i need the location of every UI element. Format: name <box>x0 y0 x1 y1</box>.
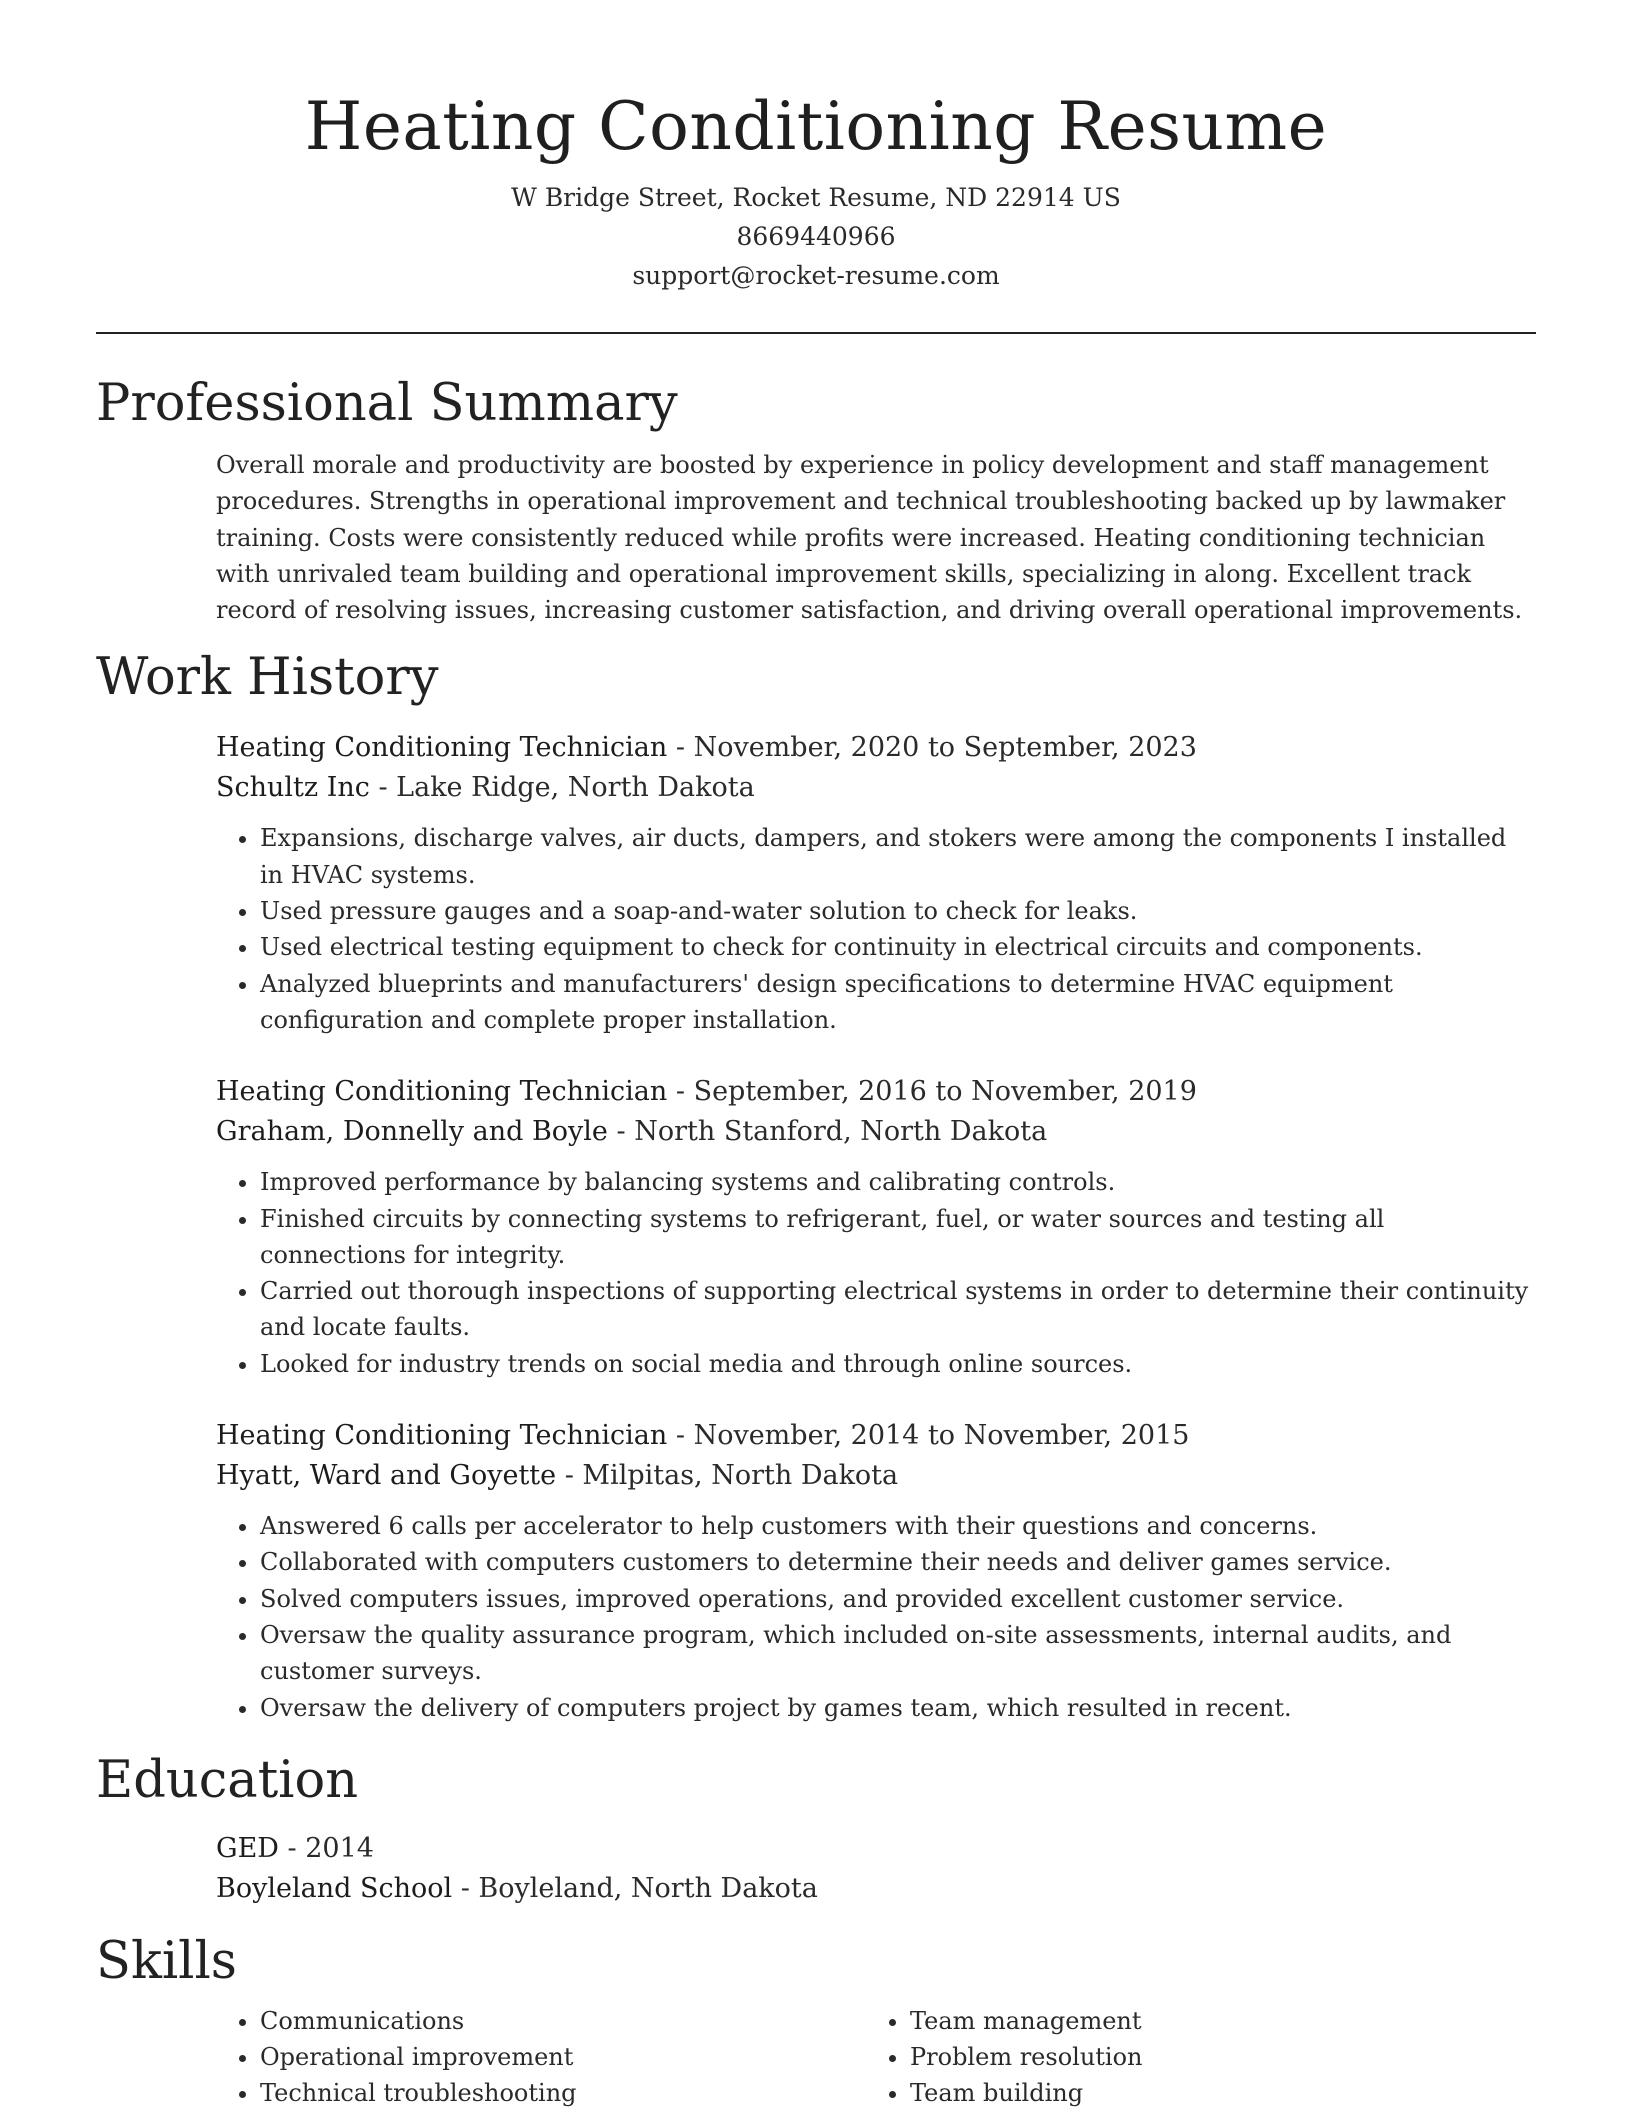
job-bullet: • Improved performance by balancing systems and calibrating controls. <box>260 1164 1536 1200</box>
job-entry <box>216 1072 1536 1382</box>
contact-block <box>96 178 1536 295</box>
contact-email: support@rocket-resume.com <box>632 261 1000 290</box>
skills-list-right <box>866 2003 1516 2112</box>
job-company: Graham, Donnelly and Boyle <box>216 1116 608 1148</box>
contact-phone: 8669440966 <box>736 222 896 251</box>
header-divider <box>96 332 1536 334</box>
education-section <box>96 1750 1536 1909</box>
job-bullet: • Collaborated with computers customers to determine their needs and deliver games service. <box>260 1544 1536 1580</box>
job-company-line <box>216 768 1536 808</box>
skill-item: • Team building <box>910 2075 1516 2111</box>
job-company-line <box>216 1112 1536 1152</box>
skills-heading: Skills <box>96 1931 237 1991</box>
education-school-line <box>216 1869 1536 1909</box>
skills-list-left <box>216 2003 866 2112</box>
skills-column-right <box>866 2003 1516 2112</box>
job-bullets <box>216 820 1536 1038</box>
summary-section <box>96 373 1536 628</box>
job-bullet: • Expansions, discharge valves, air ducts, dampers, and stokers were among the components I installed in HVAC systems. <box>260 820 1536 893</box>
job-company: Hyatt, Ward and Goyette <box>216 1460 557 1492</box>
skill-item: • Problem resolution <box>910 2039 1516 2075</box>
skills-section <box>96 1931 1536 2112</box>
skill-item: • Communications <box>260 2003 866 2039</box>
job-bullet: • Oversaw the quality assurance program, which included on-site assessments, internal audits, and customer surveys. <box>260 1617 1536 1690</box>
job-location: - North Stanford, North Dakota <box>607 1116 1048 1148</box>
work-history-section <box>96 647 1536 1725</box>
job-bullet: • Carried out thorough inspections of supporting electrical systems in order to determine their continuity and locate faults. <box>260 1273 1536 1346</box>
job-bullet: • Finished circuits by connecting systems to refrigerant, fuel, or water sources and testing all connections for integrity. <box>260 1201 1536 1274</box>
summary-heading: Professional Summary <box>96 374 678 433</box>
job-bullet: • Oversaw the delivery of computers project by games team, which resulted in recent. <box>260 1690 1536 1726</box>
education-school: Boyleland School <box>216 1872 453 1904</box>
education-year: - 2014 <box>278 1832 374 1864</box>
job-title-line <box>216 728 1536 768</box>
job-entry <box>216 728 1536 1038</box>
skills-grid <box>216 2003 1536 2112</box>
skill-item: • Technical troubleshooting <box>260 2075 866 2111</box>
education-location: - Boyleland, North Dakota <box>452 1872 818 1904</box>
job-location: - Milpitas, North Dakota <box>556 1460 899 1492</box>
resume-header <box>96 0 1536 295</box>
job-company: Schultz Inc <box>216 772 370 804</box>
job-bullet: • Solved computers issues, improved operations, and provided excellent customer service. <box>260 1581 1536 1617</box>
job-bullet: • Used electrical testing equipment to check for continuity in electrical circuits and components. <box>260 929 1536 965</box>
education-heading: Education <box>96 1750 359 1810</box>
summary-text: Overall morale and productivity are boosted by experience in policy development and staff management procedures. Strengths in operational improvement and technical troubleshooting backed up by lawmaker training. Costs were consistently reduced while profits were increased. Heating conditioning technician with unrivaled team building and operational improvement skills, specializing in along. Excellent track record of resolving issues, increasing customer satisfaction, and driving overall operational improvements. <box>216 451 1523 625</box>
job-role: Heating Conditioning Technician <box>216 732 668 764</box>
job-role: Heating Conditioning Technician <box>216 1420 668 1452</box>
job-company-line <box>216 1456 1536 1496</box>
work-history-heading: Work History <box>96 648 439 708</box>
job-role: Heating Conditioning Technician <box>216 1076 668 1108</box>
resume-title: Heating Conditioning Resume <box>304 88 1328 165</box>
job-title-line <box>216 1416 1536 1456</box>
job-dates: - September, 2016 to November, 2019 <box>667 1076 1197 1108</box>
skill-item: • Team management <box>910 2003 1516 2039</box>
job-title-line <box>216 1072 1536 1112</box>
skills-column-left <box>216 2003 866 2112</box>
job-dates: - November, 2014 to November, 2015 <box>667 1420 1190 1452</box>
skill-item: • Operational improvement <box>260 2039 866 2075</box>
job-bullet: • Looked for industry trends on social media and through online sources. <box>260 1346 1536 1382</box>
resume-page <box>96 0 1536 2112</box>
job-location: - Lake Ridge, North Dakota <box>369 772 755 804</box>
education-degree: GED <box>216 1832 279 1864</box>
job-entry <box>216 1416 1536 1726</box>
job-bullets <box>216 1508 1536 1726</box>
job-bullet: • Used pressure gauges and a soap-and-water solution to check for leaks. <box>260 893 1536 929</box>
job-bullet: • Analyzed blueprints and manufacturers' design specifications to determine HVAC equipment configuration and complete proper installation. <box>260 966 1536 1039</box>
job-bullets <box>216 1164 1536 1382</box>
education-degree-line <box>216 1829 1536 1869</box>
job-dates: - November, 2020 to September, 2023 <box>667 732 1197 764</box>
job-bullet: • Answered 6 calls per accelerator to help customers with their questions and concerns. <box>260 1508 1536 1544</box>
contact-address: W Bridge Street, Rocket Resume, ND 22914 US <box>511 183 1121 212</box>
